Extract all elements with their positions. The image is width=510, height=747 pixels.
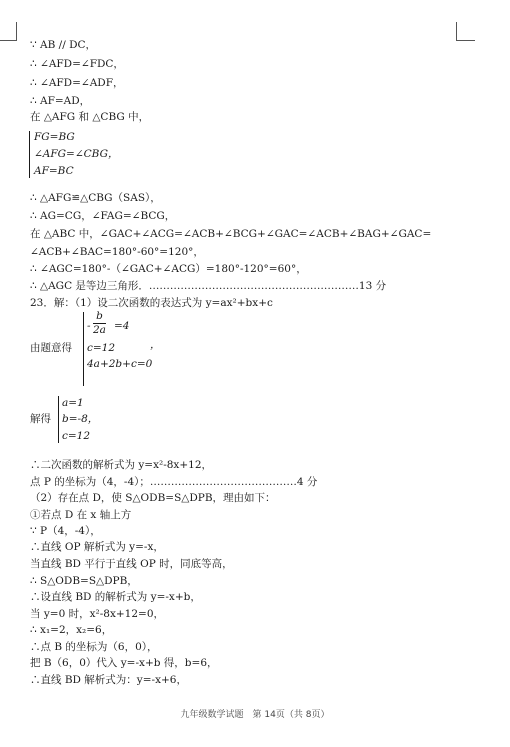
text-line: ∵ AB // DC， xyxy=(30,39,97,51)
text-line: ∴ x₁=2，x₂=6， xyxy=(30,624,113,636)
text-line: ∠ACB+∠BAC=180°-60°=120°， xyxy=(30,246,204,258)
system-equation: c=12 xyxy=(62,430,91,442)
text-line: ∴ △AFG≌△CBG（SAS）， xyxy=(30,192,161,204)
system-comma: ， xyxy=(150,339,161,351)
text-line: ∴ ∠AGC=180°-（∠GAC+∠ACG）=180°-120°=60°， xyxy=(30,263,307,275)
text-line: 点 P 的坐标为（4，-4）；……………………………………4 分 xyxy=(30,476,318,488)
brace-left xyxy=(29,131,30,178)
brace-left xyxy=(83,312,84,386)
system-equation: b=-8， xyxy=(62,413,99,425)
text-line: 由题意得 xyxy=(30,342,72,354)
page-footer: 九年级数学试题 第 14页（共 8页） xyxy=(180,710,330,720)
system-equation: FG=BG xyxy=(34,131,75,143)
brace-left xyxy=(58,396,59,443)
text-line: 23．解：（1）设二次函数的表达式为 y=ax²+bx+c xyxy=(30,297,273,309)
system-equation: a=1 xyxy=(62,397,84,409)
text-line: ∵ P（4，-4）， xyxy=(30,525,101,537)
system-minus: - xyxy=(87,320,91,332)
text-line: 当直线 BD 平行于直线 OP 时，同底等高， xyxy=(30,558,233,570)
text-line: 把 B（6，0）代入 y=-x+b 得，b=6， xyxy=(30,657,218,669)
text-line: ∴直线 BD 解析式为：y=-x+6， xyxy=(30,674,187,686)
system-equation: AF=BC xyxy=(34,165,74,177)
crop-mark-top-right xyxy=(456,22,475,41)
text-line: ∴ ∠AFD=∠FDC， xyxy=(30,58,124,70)
system-equation: =4 xyxy=(114,320,130,332)
system-equation: ∠AFG=∠CBG， xyxy=(34,148,119,160)
fraction-numerator: b xyxy=(93,310,106,324)
text-line: 当 y=0 时，x²-8x+12=0， xyxy=(30,608,165,620)
text-line: ∴点 B 的坐标为（6，0）， xyxy=(30,641,158,653)
text-line: ∴设直线 BD 的解析式为 y=-x+b， xyxy=(30,591,201,603)
text-line: ∴直线 OP 解析式为 y=-x， xyxy=(30,541,164,553)
text-line: （2）存在点 D，使 S△ODB=S△DPB，理由如下： xyxy=(30,492,276,504)
text-line: 在 △ABC 中，∠GAC+∠ACG=∠ACB+∠BCG+∠GAC=∠ACB+∠BAG+∠GAC= xyxy=(30,228,432,240)
fraction-denominator: 2a xyxy=(93,324,106,336)
text-line: 解得 xyxy=(30,413,51,425)
fraction xyxy=(93,310,106,337)
text-line: 在 △AFG 和 △CBG 中， xyxy=(30,111,150,123)
system-equation: 4a+2b+c=0 xyxy=(87,358,153,370)
text-line: ∴ S△ODB=S△DPB， xyxy=(30,575,138,587)
text-line: ∴ △AGC 是等边三角形．……………………………………………………13 分 xyxy=(30,280,387,292)
system-equation: c=12 xyxy=(87,342,116,354)
crop-mark-top-left xyxy=(0,22,17,41)
text-line: ∴ ∠AFD=∠ADF， xyxy=(30,77,124,89)
text-line: ∴二次函数的解析式为 y=x²-8x+12， xyxy=(30,459,213,471)
text-line: ∴ AF=AD， xyxy=(30,95,91,107)
text-line: ①若点 D 在 x 轴上方 xyxy=(30,509,132,521)
text-line: ∴ AG=CG，∠FAG=∠BCG， xyxy=(30,210,176,222)
